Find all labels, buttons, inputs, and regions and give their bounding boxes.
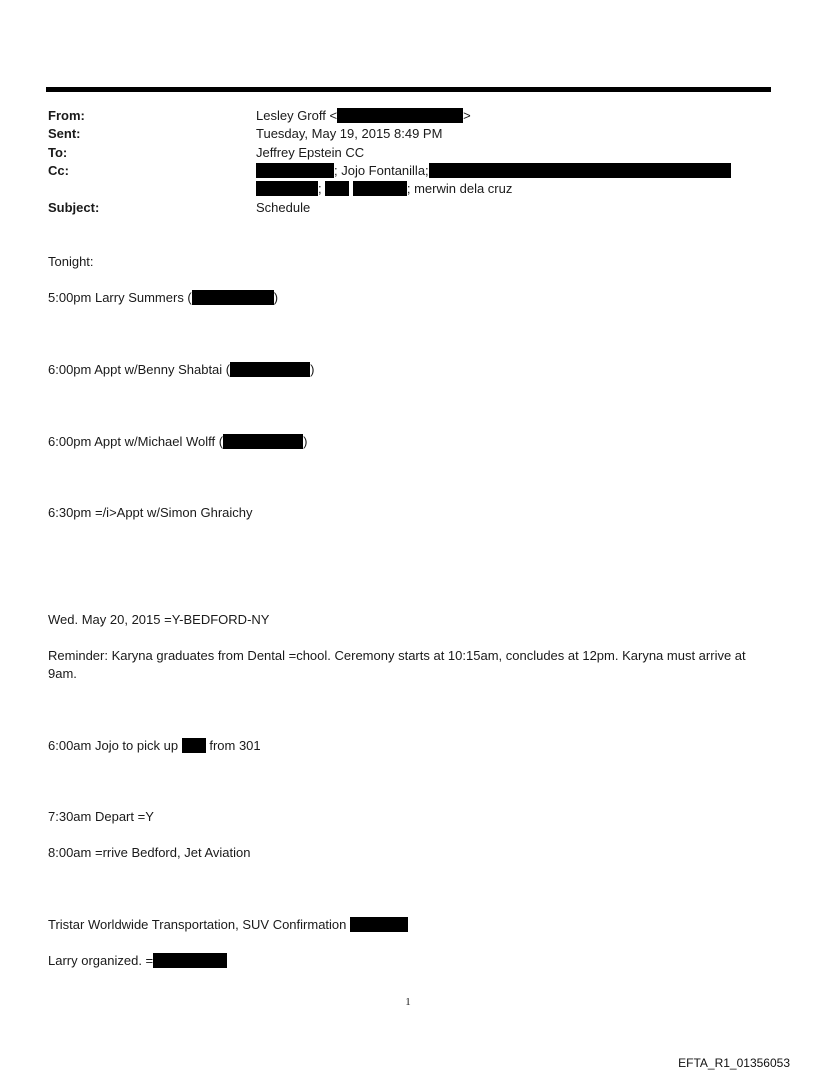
schedule-line [48,289,278,307]
cc-part2: ; merwin dela cruz [406,181,513,196]
tonight-heading: Tonight: [48,254,94,269]
schedule-text: Larry organized. = [48,953,154,968]
schedule-text: Tristar Worldwide Transportation, SUV Confirmation [48,917,347,932]
subject-value: Schedule [256,200,311,215]
cc-label: Cc: [48,163,69,178]
schedule-line [48,916,408,934]
reminder-text: Reminder: Karyna graduates from Dental =chool. Ceremony starts at 10:15am, concludes at 12pm. Karyna must arrive at 9am. [48,648,746,681]
redaction [337,108,463,123]
document-id: EFTA_R1_01356053 [678,1056,790,1070]
redaction [230,362,310,377]
cc-part1: ; Jojo Fontanilla; [334,163,429,178]
schedule-text: ) [303,434,308,449]
schedule-text: ) [310,362,315,377]
subject-label: Subject: [48,200,100,215]
cc-value-line2 [256,181,512,196]
redaction [350,917,408,932]
schedule-text: 6:00am Jojo to pick up [48,738,179,753]
schedule-line [48,737,261,755]
from-label: From: [48,108,85,123]
to-label: To: [48,145,68,160]
redaction [192,290,274,305]
from-value [256,108,471,123]
schedule-line: 8:00am =rrive Bedford, Jet Aviation [48,845,251,860]
redaction [153,953,227,968]
schedule-line [48,433,307,451]
redaction [429,163,731,178]
schedule-line: 7:30am Depart =Y [48,809,154,824]
schedule-text: 6:00pm Appt w/Michael Wolff ( [48,434,224,449]
schedule-text: 6:00pm Appt w/Benny Shabtai ( [48,362,231,377]
schedule-text: ) [273,290,279,305]
redaction [325,181,349,196]
schedule-line: 6:30pm =/i>Appt w/Simon Ghraichy [48,505,253,520]
from-name: Lesley Groff < [256,108,338,123]
redaction [256,163,334,178]
schedule-line [48,361,314,379]
redaction [353,181,407,196]
schedule-line [48,952,227,970]
cc-sep1: ; [318,181,322,196]
sent-label: Sent: [48,126,81,141]
header-rule [46,87,771,92]
redaction [223,434,303,449]
page-number: 1 [405,996,411,1008]
redaction [182,738,206,753]
to-value: Jeffrey Epstein CC [256,145,365,160]
sent-value: Tuesday, May 19, 2015 8:49 PM [256,126,443,141]
schedule-text: from 301 [209,738,261,753]
redaction [256,181,318,196]
date-heading: Wed. May 20, 2015 =Y-BEDFORD-NY [48,612,270,627]
from-close: > [463,108,471,123]
cc-value-line1 [256,163,731,178]
schedule-text: 5:00pm Larry Summers ( [48,290,192,305]
